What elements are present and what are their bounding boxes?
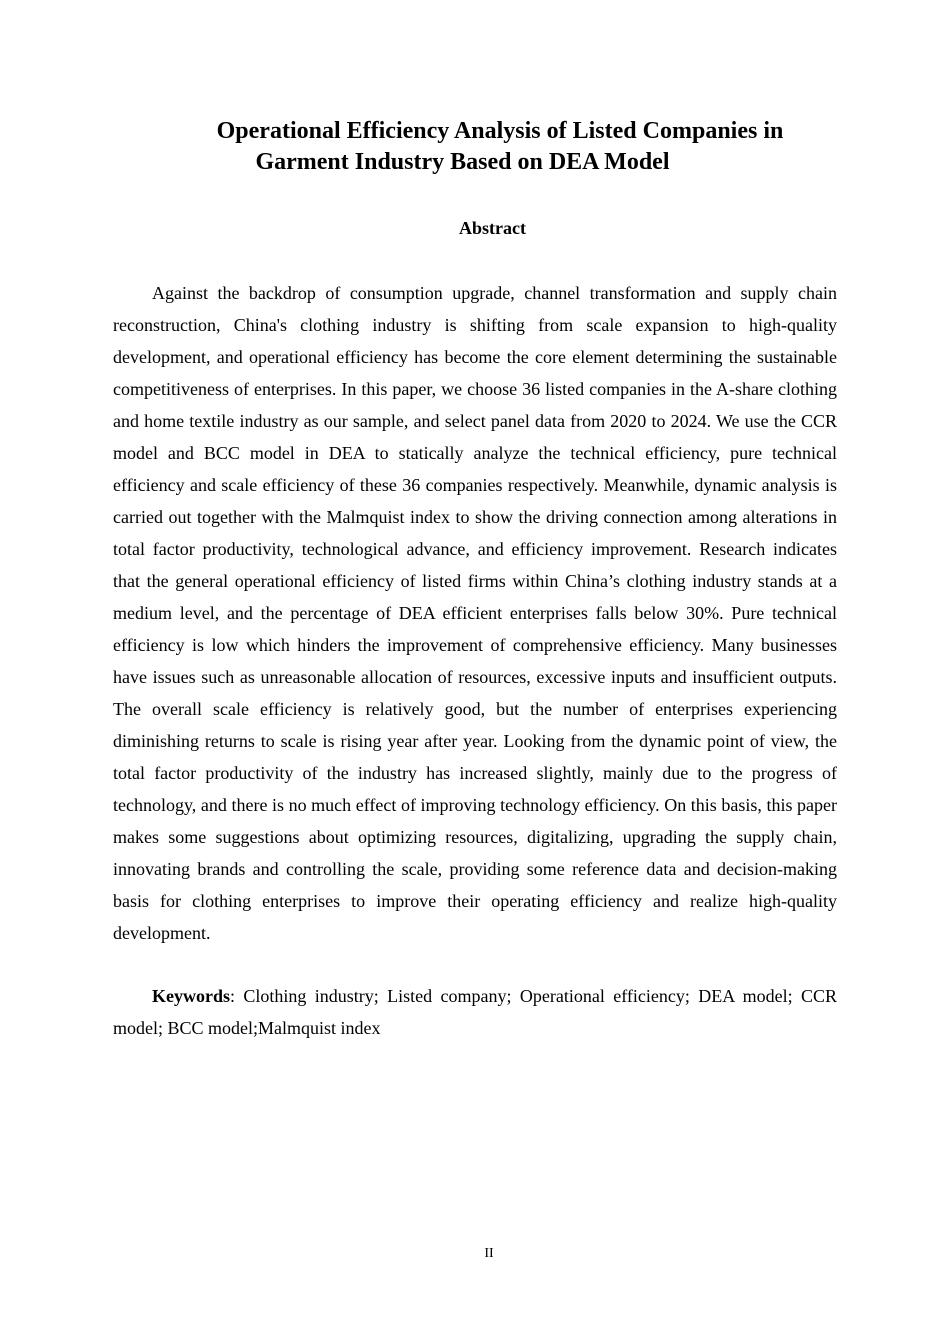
paper-title-line-1: Operational Efficiency Analysis of Listed Companies in bbox=[216, 118, 784, 144]
paper-title-line-2: Garment Industry Based on DEA Model bbox=[255, 149, 670, 175]
keywords-label: Keywords bbox=[152, 986, 230, 1006]
page-number: II bbox=[484, 1246, 494, 1261]
paper-title bbox=[90, 116, 890, 178]
abstract-heading: Abstract bbox=[459, 218, 526, 238]
abstract-paragraph: Against the backdrop of consumption upgrade, channel transformation and supply chain reconstruction, China's clothing industry is shifting from scale expansion to high-quality development, and operational efficiency has become the core element determining the sustainable competitiveness of enterprises. In this paper, we choose 36 listed companies in the A-share clothing and home textile industry as our sample, and select panel data from 2020 to 2024. We use the CCR model and BCC model in DEA to statically analyze the technical efficiency, pure technical efficiency and scale efficiency of these 36 companies respectively. Meanwhile, dynamic analysis is carried out together with the Malmquist index to show the driving connection among alterations in total factor productivity, technological advance, and efficiency improvement. Research indicates that the general operational efficiency of listed firms within China’s clothing industry stands at a medium level, and the percentage of DEA efficient enterprises falls below 30%. Pure technical efficiency is low which hinders the improvement of comprehensive efficiency. Many businesses have issues such as unreasonable allocation of resources, excessive inputs and insufficient outputs. The overall scale efficiency is relatively good, but the number of enterprises experiencing diminishing returns to scale is rising year after year. Looking from the dynamic point of view, the total factor productivity of the industry has increased slightly, mainly due to the progress of technology, and there is no much effect of improving technology efficiency. On this basis, this paper makes some suggestions about optimizing resources, digitalizing, upgrading the supply chain, innovating brands and controlling the scale, providing some reference data and decision-making basis for clothing enterprises to improve their operating efficiency and realize high-quality development. bbox=[113, 283, 837, 943]
keywords-text: : Clothing industry; Listed company; Operational efficiency; DEA model; CCR model; BCC model;Malmquist index bbox=[113, 986, 837, 1038]
keywords-paragraph bbox=[113, 980, 837, 1044]
